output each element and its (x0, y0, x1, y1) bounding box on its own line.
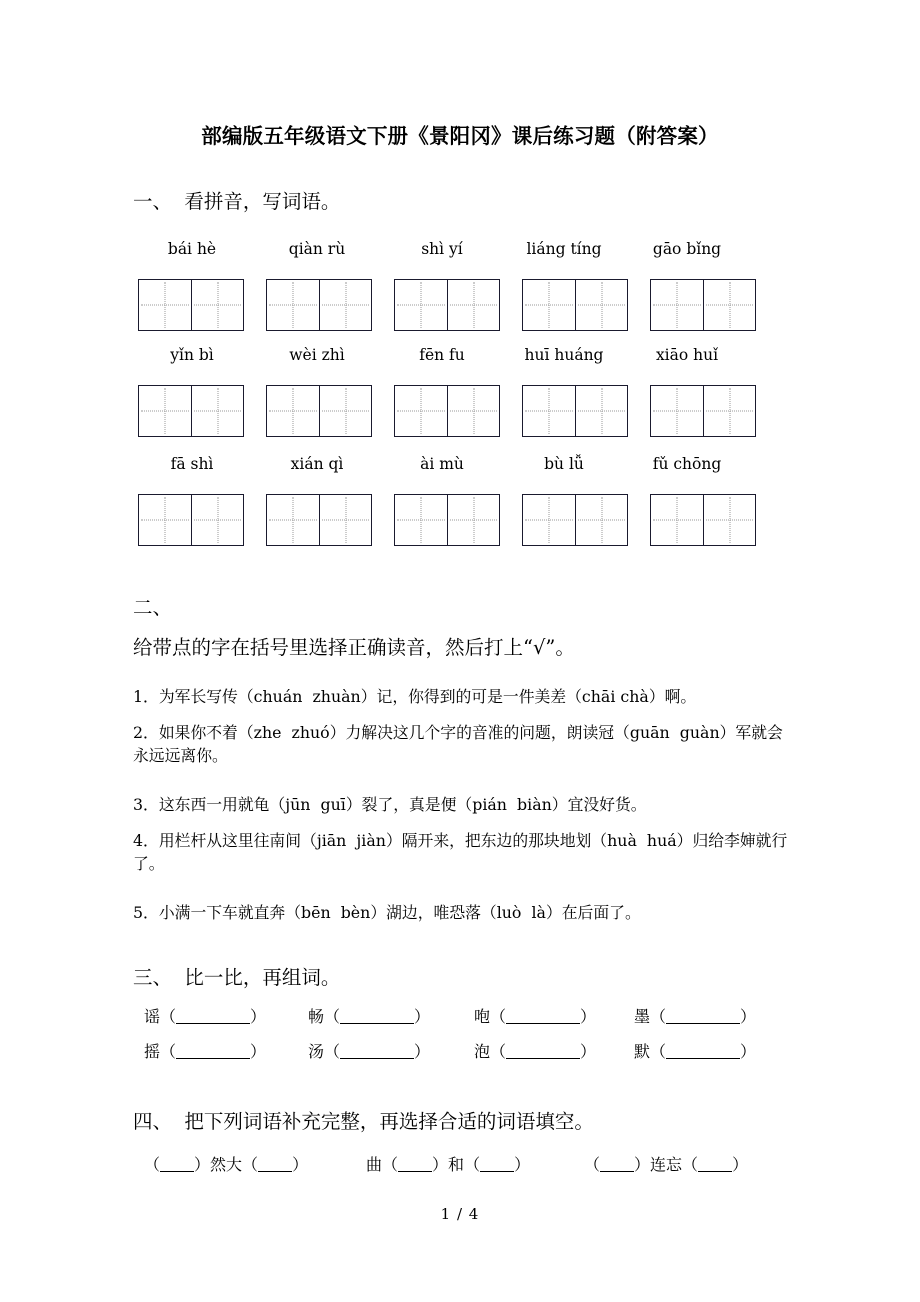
guide-horizontal-icon (194, 305, 241, 306)
paren-open: （ (160, 1042, 177, 1061)
tianzige-cell[interactable] (703, 386, 755, 436)
paren-open: （ (650, 1007, 667, 1026)
pinyin-label: fā shì (170, 455, 214, 473)
guide-horizontal-icon (397, 305, 445, 306)
tianzige-row-2 (138, 385, 758, 439)
guide-horizontal-icon (706, 411, 753, 412)
guide-horizontal-icon (578, 520, 625, 521)
idiom-fill-row (144, 1152, 784, 1180)
paren-open: （ (490, 1042, 507, 1061)
tianzige-cell[interactable] (319, 280, 371, 330)
guide-horizontal-icon (194, 520, 241, 521)
tianzige-box[interactable] (138, 494, 244, 546)
pinyin-label: qiàn rù (288, 240, 346, 258)
pinyin-label: ài mù (420, 455, 464, 473)
idiom-item-2[interactable] (366, 1152, 530, 1178)
tianzige-box[interactable] (138, 279, 244, 331)
tianzige-cell[interactable] (651, 495, 703, 545)
compare-word-row-2 (144, 1039, 784, 1067)
section-four-heading: 四、 把下列词语补充完整，再选择合适的词语填空。 (133, 1110, 594, 1133)
tianzige-box[interactable] (522, 385, 628, 437)
guide-horizontal-icon (653, 411, 701, 412)
tianzige-cell[interactable] (395, 280, 447, 330)
compare-word-item[interactable] (474, 1004, 596, 1030)
tianzige-cell[interactable] (575, 386, 627, 436)
tianzige-box[interactable] (266, 385, 372, 437)
pinyin-label: gāo bǐng (652, 240, 722, 258)
paren-open: （ (490, 1007, 507, 1026)
guide-horizontal-icon (397, 411, 445, 412)
tianzige-cell[interactable] (267, 280, 319, 330)
paren-open: （ (682, 1155, 699, 1174)
idiom-fixed-text: 和 (448, 1155, 465, 1174)
pinyin-row-2 (138, 346, 758, 370)
section-three-heading: 三、 比一比，再组词。 (133, 966, 341, 989)
question-item-2: 2．如果你不着（zhe zhuó）力解决这几个字的音准的问题，朗读冠（guān guàn）军就会永远远离你。 (133, 723, 783, 765)
tianzige-cell[interactable] (447, 495, 499, 545)
pinyin-label: xiāo huǐ (655, 346, 719, 364)
tianzige-cell[interactable] (703, 280, 755, 330)
idiom-fixed-text: 连忘 (650, 1155, 683, 1174)
idiom-item-3[interactable] (584, 1152, 748, 1178)
guide-horizontal-icon (450, 305, 497, 306)
tianzige-cell[interactable] (267, 386, 319, 436)
tianzige-cell[interactable] (319, 386, 371, 436)
section-two-number: 二、 (133, 596, 173, 619)
compare-word-item[interactable] (308, 1004, 430, 1030)
paren-close: ） (250, 1007, 267, 1026)
tianzige-box[interactable] (522, 279, 628, 331)
tianzige-cell[interactable] (139, 280, 191, 330)
compare-word-char: 汤 (308, 1042, 325, 1061)
pinyin-label: fǔ chōng (652, 455, 722, 473)
paren-close: ） (194, 1155, 211, 1174)
tianzige-cell[interactable] (651, 386, 703, 436)
guide-horizontal-icon (322, 520, 369, 521)
guide-horizontal-icon (525, 411, 573, 412)
guide-horizontal-icon (397, 520, 445, 521)
guide-horizontal-icon (525, 305, 573, 306)
guide-horizontal-icon (269, 411, 317, 412)
paren-close: ） (634, 1155, 651, 1174)
paren-close: ） (414, 1042, 431, 1061)
answer-blank[interactable] (666, 1007, 740, 1024)
paren-open: （ (144, 1155, 161, 1174)
compare-word-item[interactable] (634, 1039, 756, 1065)
guide-horizontal-icon (450, 520, 497, 521)
compare-word-char: 畅 (308, 1007, 325, 1026)
guide-horizontal-icon (141, 305, 189, 306)
paren-open: （ (324, 1042, 341, 1061)
tianzige-box[interactable] (394, 279, 500, 331)
paren-close: ） (580, 1007, 597, 1026)
guide-horizontal-icon (450, 411, 497, 412)
pinyin-label: xián qì (290, 455, 344, 473)
tianzige-cell[interactable] (191, 386, 243, 436)
pinyin-label: yǐn bì (170, 346, 214, 364)
tianzige-box[interactable] (266, 494, 372, 546)
guide-horizontal-icon (322, 411, 369, 412)
answer-blank[interactable] (600, 1155, 634, 1172)
pinyin-label: shì yí (421, 240, 463, 258)
answer-blank[interactable] (176, 1042, 250, 1059)
tianzige-cell[interactable] (395, 495, 447, 545)
compare-word-item[interactable] (144, 1004, 266, 1030)
guide-horizontal-icon (653, 305, 701, 306)
compare-word-char: 谣 (144, 1007, 161, 1026)
tianzige-cell[interactable] (523, 386, 575, 436)
compare-word-item[interactable] (308, 1039, 430, 1065)
paren-close: ） (432, 1155, 449, 1174)
paren-close: ） (514, 1155, 531, 1174)
pinyin-label: huī huáng (524, 346, 604, 364)
compare-word-char: 墨 (634, 1007, 651, 1026)
tianzige-box[interactable] (394, 385, 500, 437)
idiom-fixed-text: 然大 (210, 1155, 243, 1174)
tianzige-box[interactable] (522, 494, 628, 546)
question-item-5: 5．小满一下车就直奔（bēn bèn）湖边，唯恐落（luò là）在后面了。 (133, 903, 641, 922)
answer-blank[interactable] (340, 1007, 414, 1024)
paren-close: ） (732, 1155, 749, 1174)
tianzige-cell[interactable] (447, 280, 499, 330)
section-two-heading: 给带点的字在括号里选择正确读音，然后打上“√”。 (133, 636, 575, 659)
paren-open: （ (464, 1155, 481, 1174)
tianzige-cell[interactable] (267, 495, 319, 545)
compare-word-char: 咆 (474, 1007, 491, 1026)
tianzige-row-1 (138, 279, 758, 333)
guide-horizontal-icon (578, 411, 625, 412)
paren-open: （ (324, 1007, 341, 1026)
pinyin-row-1 (138, 240, 758, 264)
tianzige-box[interactable] (650, 385, 756, 437)
answer-blank[interactable] (480, 1155, 514, 1172)
compare-word-item[interactable] (474, 1039, 596, 1065)
answer-blank[interactable] (506, 1007, 580, 1024)
tianzige-box[interactable] (394, 494, 500, 546)
idiom-item-1[interactable] (144, 1152, 308, 1178)
tianzige-cell[interactable] (575, 495, 627, 545)
answer-blank[interactable] (258, 1155, 292, 1172)
paren-open: （ (584, 1155, 601, 1174)
page-number-indicator: 1 / 4 (440, 1205, 480, 1223)
compare-word-item[interactable] (144, 1039, 266, 1065)
answer-blank[interactable] (698, 1155, 732, 1172)
compare-word-row-1 (144, 1004, 784, 1032)
tianzige-cell[interactable] (447, 386, 499, 436)
answer-blank[interactable] (160, 1155, 194, 1172)
tianzige-box[interactable] (138, 385, 244, 437)
compare-word-char: 默 (634, 1042, 651, 1061)
paren-close: ） (414, 1007, 431, 1026)
guide-horizontal-icon (706, 520, 753, 521)
pinyin-label: wèi zhì (289, 346, 345, 364)
tianzige-cell[interactable] (395, 386, 447, 436)
idiom-fixed-text: 曲 (366, 1155, 383, 1174)
paren-close: ） (580, 1042, 597, 1061)
question-item-3: 3．这东西一用就龟（jūn guī）裂了，真是便（pián biàn）宜没好货。 (133, 795, 647, 814)
paren-close: ） (250, 1042, 267, 1061)
answer-blank[interactable] (666, 1042, 740, 1059)
answer-blank[interactable] (176, 1007, 250, 1024)
tianzige-cell[interactable] (191, 495, 243, 545)
answer-blank[interactable] (340, 1042, 414, 1059)
tianzige-row-3 (138, 494, 758, 548)
tianzige-box[interactable] (650, 494, 756, 546)
guide-horizontal-icon (141, 520, 189, 521)
answer-blank[interactable] (506, 1042, 580, 1059)
tianzige-cell[interactable] (319, 495, 371, 545)
guide-horizontal-icon (141, 411, 189, 412)
guide-horizontal-icon (322, 305, 369, 306)
guide-horizontal-icon (269, 305, 317, 306)
pinyin-label: bái hè (167, 240, 217, 258)
tianzige-cell[interactable] (651, 280, 703, 330)
tianzige-cell[interactable] (523, 280, 575, 330)
paren-open: （ (382, 1155, 399, 1174)
tianzige-cell[interactable] (191, 280, 243, 330)
tianzige-cell[interactable] (523, 495, 575, 545)
paren-close: ） (292, 1155, 309, 1174)
compare-word-char: 泡 (474, 1042, 491, 1061)
paren-close: ） (740, 1042, 757, 1061)
paren-close: ） (740, 1007, 757, 1026)
tianzige-box[interactable] (266, 279, 372, 331)
guide-horizontal-icon (706, 305, 753, 306)
guide-horizontal-icon (269, 520, 317, 521)
compare-word-char: 摇 (144, 1042, 161, 1061)
tianzige-box[interactable] (650, 279, 756, 331)
guide-horizontal-icon (525, 520, 573, 521)
question-item-1: 1．为军长写传（chuán zhuàn）记，你得到的可是一件美差（chāi chà）啊。 (133, 687, 697, 706)
guide-horizontal-icon (653, 520, 701, 521)
tianzige-cell[interactable] (139, 386, 191, 436)
guide-horizontal-icon (194, 411, 241, 412)
paren-open: （ (242, 1155, 259, 1174)
paren-open: （ (160, 1007, 177, 1026)
compare-word-item[interactable] (634, 1004, 756, 1030)
question-item-4: 4．用栏杆从这里往南间（jiān jiàn）隔开来，把东边的那块地划（huà huá）归给李婶就行了。 (133, 831, 788, 873)
pinyin-row-3 (138, 455, 758, 479)
tianzige-cell[interactable] (139, 495, 191, 545)
guide-horizontal-icon (578, 305, 625, 306)
answer-blank[interactable] (398, 1155, 432, 1172)
pinyin-label: fēn fu (419, 346, 465, 364)
pinyin-label: liáng tíng (526, 240, 602, 258)
paren-open: （ (650, 1042, 667, 1061)
page-title: 部编版五年级语文下册《景阳冈》课后练习题（附答案） (201, 124, 719, 148)
tianzige-cell[interactable] (703, 495, 755, 545)
tianzige-cell[interactable] (575, 280, 627, 330)
pinyin-label: bù lǚ (544, 455, 584, 473)
section-one-heading: 一、 看拼音，写词语。 (133, 190, 341, 213)
